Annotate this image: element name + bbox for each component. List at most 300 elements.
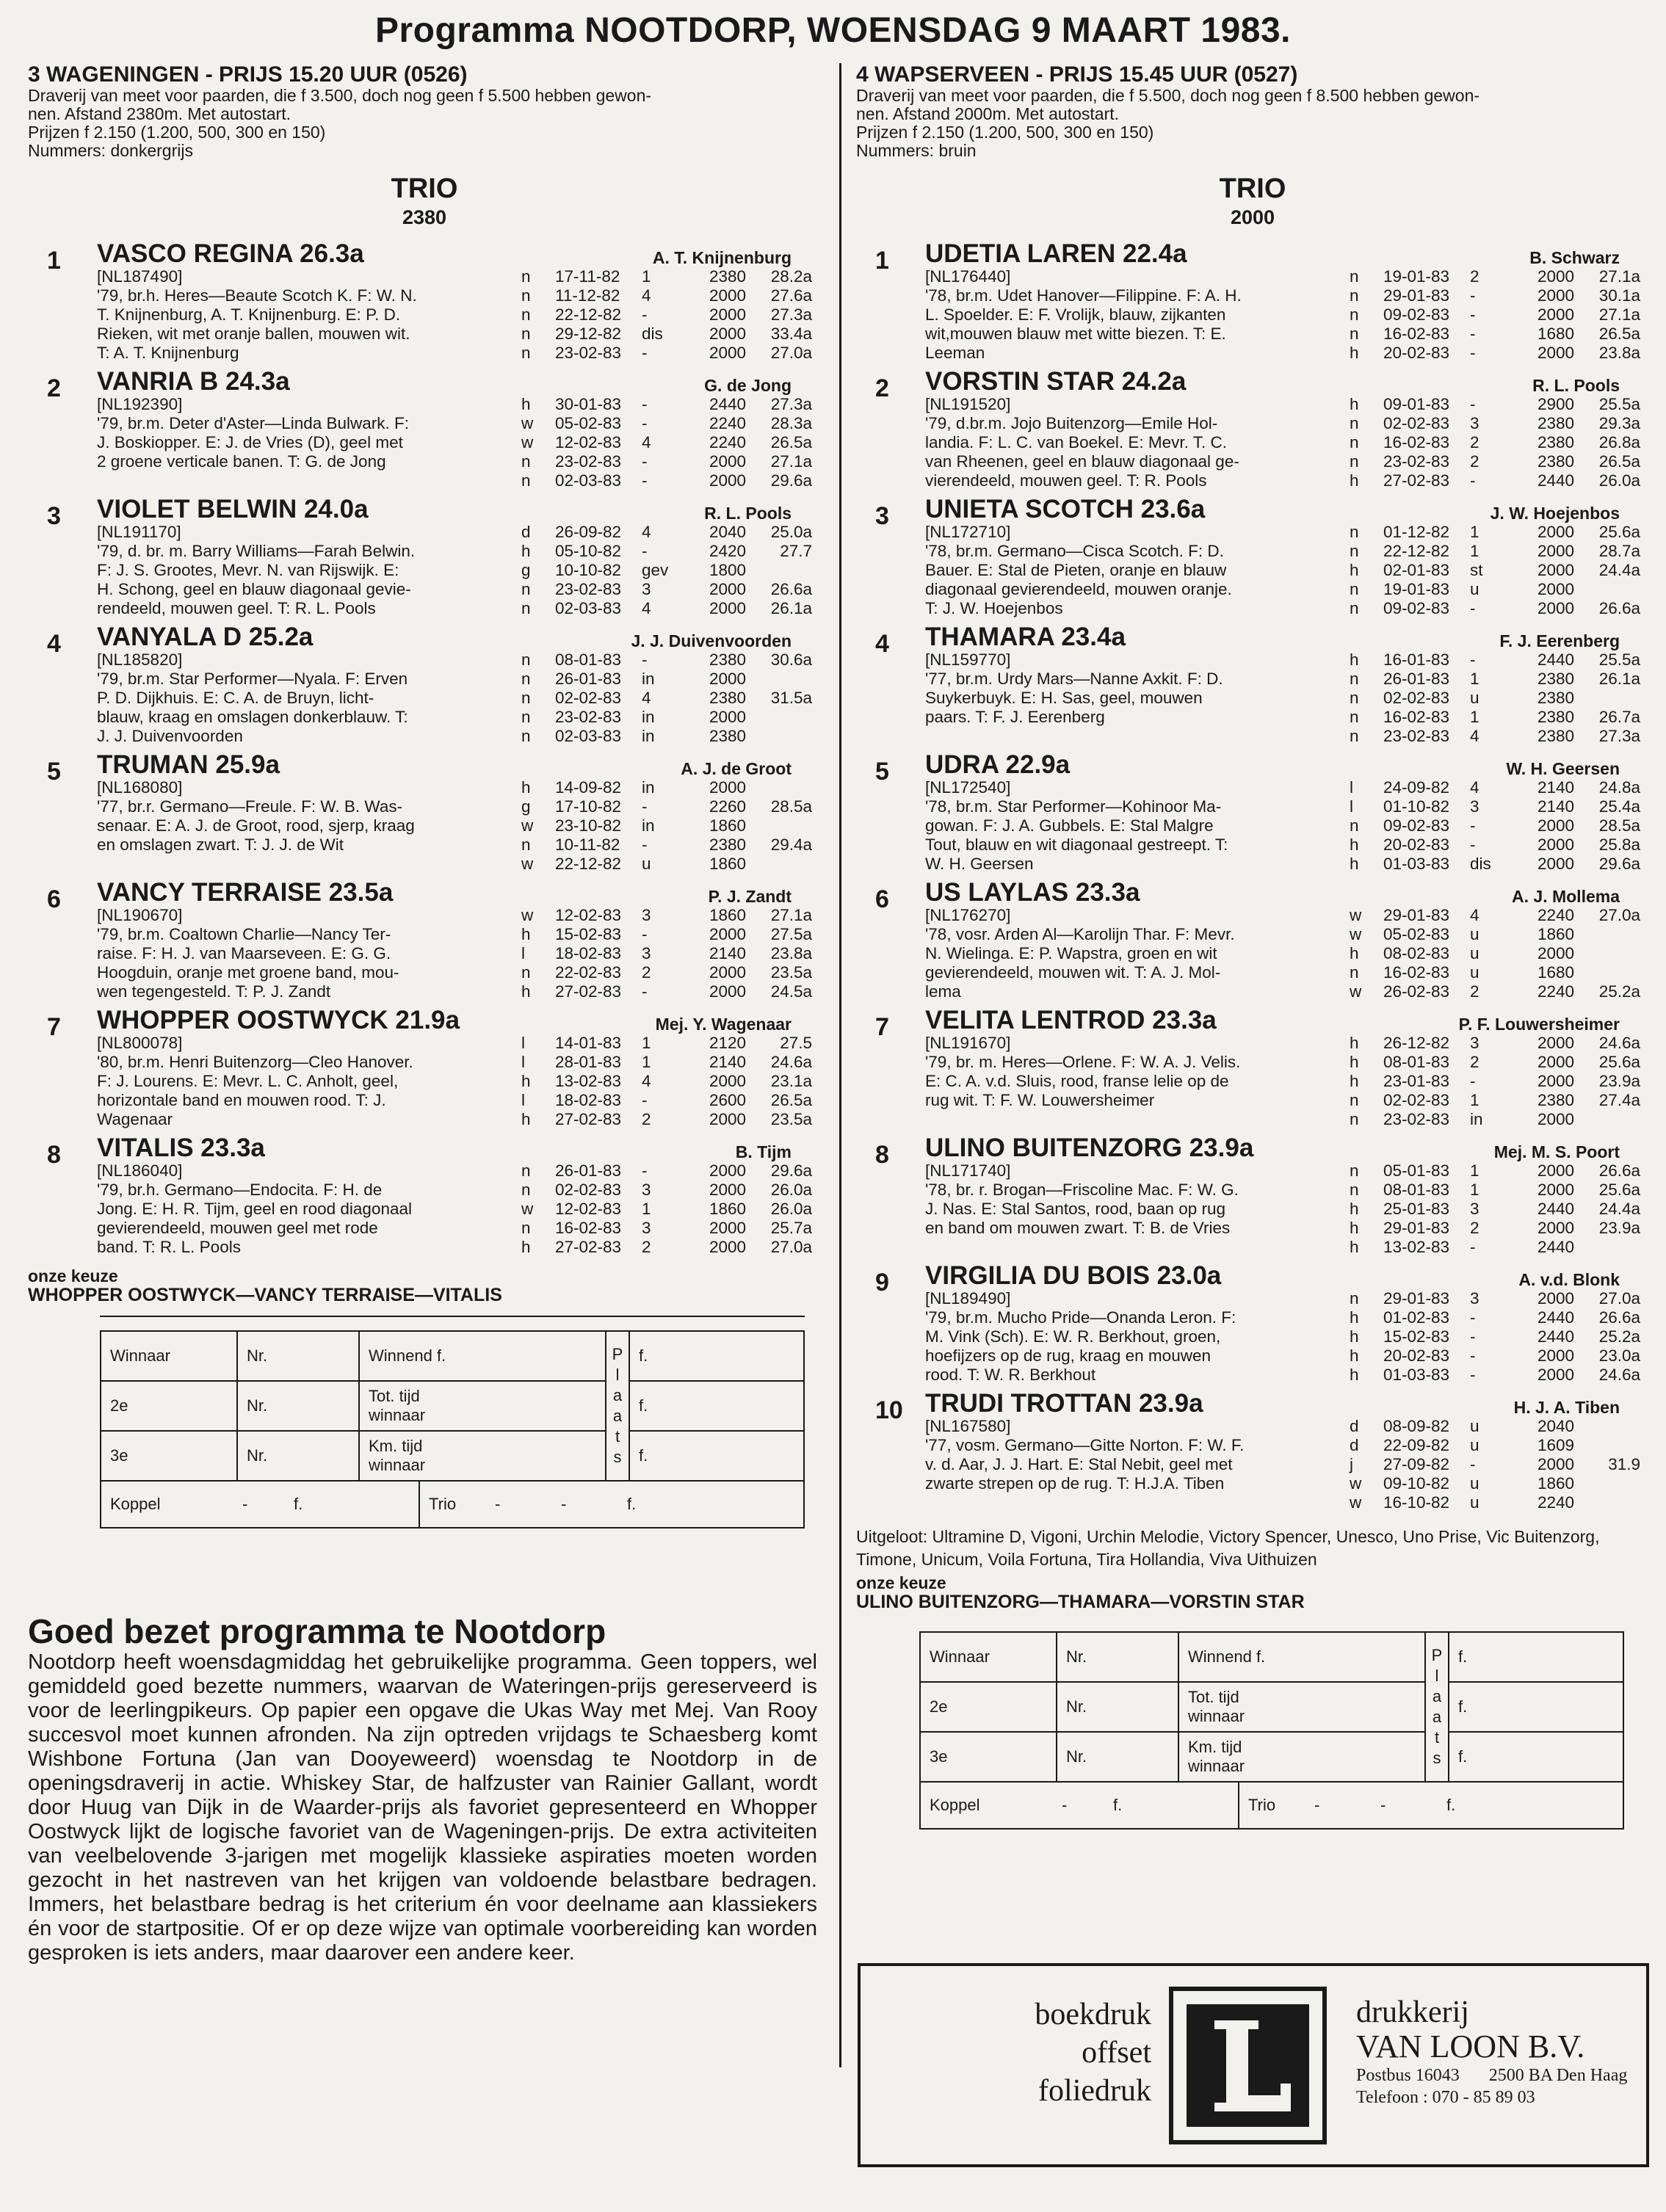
placing: u	[1470, 580, 1480, 598]
placing: 4	[642, 599, 651, 617]
placing: -	[1470, 471, 1476, 490]
pedigree-line: '78, br.m. Germano—Cisca Scotch. F: D.	[925, 542, 1224, 560]
entry-number: 2	[875, 374, 889, 402]
distance: 2000	[709, 1181, 746, 1199]
pedigree-line: F: J. S. Grootes, Mevr. N. van Rijswijk. E:	[97, 561, 399, 579]
track-code: n	[1350, 523, 1359, 541]
pedigree-line: '79, br.m. Star Performer—Nyala. F: Erven	[97, 670, 408, 688]
distance: 2040	[709, 523, 746, 541]
km-time: 24.6a	[1598, 1366, 1640, 1384]
placing: 1	[1470, 1091, 1480, 1109]
pedigree-line: '79, br.h. Germano—Endocita. F: H. de	[97, 1181, 383, 1199]
km-time: 27.0a	[1598, 1289, 1640, 1308]
entry-number: 8	[47, 1141, 61, 1169]
placing: -	[642, 305, 648, 324]
race-date: 27-09-82	[1383, 1455, 1450, 1473]
entry-body	[925, 1007, 1649, 1129]
entry-head	[97, 369, 821, 395]
result-row	[1350, 561, 1640, 580]
f-label: f.	[1113, 1796, 1123, 1814]
race-date: 01-02-83	[1383, 1308, 1450, 1327]
distance: 1860	[709, 906, 746, 924]
placing: 3	[1470, 1034, 1480, 1052]
distance: 2000	[1537, 599, 1574, 617]
distance: 2440	[1537, 471, 1574, 490]
track-code: n	[1350, 414, 1359, 432]
track-code: h	[1350, 1072, 1359, 1090]
placing: -	[1470, 599, 1476, 617]
ad-telefoon: Telefoon : 070 - 85 89 03	[1356, 2088, 1535, 2107]
race-date: 27-02-83	[1383, 471, 1450, 490]
pedigree-line: L. Spoelder. E: F. Vrolijk, blauw, zijkanten	[925, 305, 1226, 324]
pedigree-line: Jong. E: H. R. Tijm, geel en rood diagonaal	[97, 1200, 412, 1218]
distance: 1680	[1537, 963, 1574, 982]
pedigree-line: [NL176440]	[925, 267, 1011, 286]
km-time: 25.0a	[770, 523, 812, 541]
placing: 2	[642, 1110, 651, 1128]
printer-advertisement	[858, 1963, 1649, 2167]
race-4-entries	[856, 241, 1649, 1512]
recent-results	[521, 395, 812, 490]
pedigree-line: T: A. T. Knijnenburg	[97, 344, 239, 362]
entry-head	[97, 624, 821, 650]
race-desc-line: Nummers: bruin	[856, 141, 977, 160]
pedigree-line: [NL187490]	[97, 267, 183, 286]
track-code: h	[1350, 344, 1359, 362]
km-time	[746, 561, 812, 580]
km-time	[1574, 580, 1640, 599]
distance: 2000	[1537, 944, 1574, 962]
entry-number: 5	[875, 758, 889, 786]
f-cell: f.	[1449, 1682, 1623, 1732]
race-entry	[856, 1007, 1649, 1129]
entry-details	[925, 906, 1649, 1001]
result-row	[1350, 1072, 1640, 1091]
entry-body	[925, 624, 1649, 746]
result-row	[521, 433, 812, 452]
horse-name: WHOPPER OOSTWYCK 21.9a	[97, 1006, 460, 1034]
entry-body	[925, 1135, 1649, 1257]
track-code: h	[1350, 1219, 1359, 1237]
koppel-row	[100, 1482, 805, 1529]
distance: 2000	[709, 982, 746, 1001]
placing: in	[1470, 1110, 1483, 1128]
distance: 2380	[1537, 414, 1574, 432]
result-row	[1350, 1110, 1640, 1129]
distance: 2000	[709, 1161, 746, 1180]
distance: 2000	[709, 344, 746, 362]
race-date: 16-02-83	[555, 1219, 622, 1237]
horse-name: VASCO REGINA 26.3a	[97, 239, 364, 268]
distance: 2440	[1537, 1327, 1574, 1346]
horse-pedigree	[925, 395, 1336, 490]
entry-number: 9	[875, 1269, 889, 1297]
placing: st	[1470, 561, 1483, 579]
driver-name: J. J. Duivenvoorden	[631, 631, 792, 650]
placing: 4	[1470, 778, 1480, 797]
distance: 2440	[1537, 650, 1574, 669]
race-date: 22-09-82	[1383, 1436, 1450, 1454]
winnaar-sub: winnaar	[369, 1406, 426, 1424]
article	[28, 1612, 821, 1965]
driver-name: R. L. Pools	[704, 504, 792, 523]
distance: 2000	[1537, 835, 1574, 854]
pedigree-line: P. D. Dijkhuis. E: C. A. de Bruyn, licht-	[97, 689, 374, 707]
pedigree-line: Hoogduin, oranje met groene band, mou-	[97, 963, 399, 982]
entry-body	[97, 369, 821, 490]
entry-body	[925, 1263, 1649, 1385]
result-row	[521, 561, 812, 580]
entry-body	[925, 752, 1649, 874]
track-code: w	[521, 414, 534, 432]
tweede-label: 2e	[101, 1381, 237, 1431]
pedigree-line: vierendeeld, mouwen geel. T: R. Pools	[925, 471, 1207, 490]
entry-details	[925, 778, 1649, 874]
placing: in	[642, 816, 655, 835]
winnaar-sub: winnaar	[1188, 1757, 1245, 1775]
distance: 1860	[709, 855, 746, 873]
km-time: 28.3a	[770, 414, 812, 432]
race-date: 12-02-83	[555, 906, 622, 924]
trio-form	[100, 1330, 805, 1529]
track-code: l	[521, 1034, 525, 1052]
pedigree-line: [NL192390]	[97, 395, 183, 413]
km-time: 25.5a	[1598, 395, 1640, 413]
result-row	[521, 1238, 812, 1257]
recent-results	[1350, 523, 1640, 618]
race-date: 29-12-82	[555, 324, 622, 343]
placing: 3	[642, 944, 651, 962]
km-time: 26.6a	[1598, 1161, 1640, 1180]
placing: 4	[1470, 906, 1480, 924]
distance: 2240	[709, 433, 746, 452]
result-row	[521, 708, 812, 727]
pedigree-line: [NL172710]	[925, 523, 1011, 541]
placing: 2	[1470, 1219, 1480, 1237]
distance: 2240	[709, 414, 746, 432]
entry-number: 2	[47, 374, 61, 402]
pedigree-line: '78, br.m. Star Performer—Kohinoor Ma-	[925, 797, 1222, 816]
entry-body	[925, 1390, 1649, 1512]
horse-pedigree	[925, 267, 1336, 363]
distance: 2000	[709, 925, 746, 943]
horse-pedigree	[97, 267, 508, 363]
horse-pedigree	[925, 650, 1336, 746]
race-4-description	[856, 87, 1642, 160]
track-code: g	[521, 561, 531, 579]
recent-results	[521, 906, 812, 1001]
placing: -	[642, 797, 648, 816]
entry-number: 7	[47, 1013, 61, 1041]
ad-company	[1356, 1995, 1627, 2108]
track-code: h	[1350, 835, 1359, 854]
article-body: Nootdorp heeft woensdagmiddag het gebruikelijke programma. Geen toppers, wel gemiddeld goed bezette nummers, waarvan de Wateringen-prijs gereserveerd is voor de leerlingpikeurs. Op papier een opgave die Ukas Way met Mej. Van Rooy succesvol moet kunnen afronden. Na zijn optreden vrijdags te Schaesberg komt Wishbone Fortuna (Jan van Dooyeweerd) woensdag te Nootdorp in de openingsdraverij in actie. Whiskey Star, de halfzuster van Rainier Gallant, wordt door Huug van Dijk in de Waarder-prijs als favoriet gepresenteerd en Whopper Oostwyck lijkt de logische favoriet van de Wageningen-prijs. De extra activiteiten van veelbelovende 3-jarigen met mogelijk klassieke aspiraties moeten worden gezocht in het nastreven van het krijgen van voldoende belastbare bedragen. Immers, het belastbare bedrag is het criterium én voor deelname aan klassiekers én voor de startpositie. Of er op deze wijze van optimale voorbereiding kan worden gesproken is iets anders, maar daarover een andere keer.	[28, 1650, 817, 1965]
placing: -	[1470, 344, 1476, 362]
distance: 2000	[1537, 1034, 1574, 1052]
placing: 4	[642, 523, 651, 541]
distance: 2380	[1537, 670, 1574, 688]
entry-details	[97, 523, 821, 618]
entry-number: 6	[47, 885, 61, 913]
distance: 1860	[709, 816, 746, 835]
distance: 2440	[1537, 1200, 1574, 1218]
race-entry	[856, 241, 1649, 363]
entry-body	[925, 880, 1649, 1001]
distance: 2000	[709, 452, 746, 471]
race-date: 02-02-83	[1383, 1091, 1450, 1109]
km-time: 26.5a	[770, 433, 812, 452]
race-date: 22-12-82	[1383, 542, 1450, 560]
race-date: 12-02-83	[555, 1200, 622, 1218]
nr-cell: Nr.	[1057, 1632, 1178, 1682]
pedigree-line: [NL191520]	[925, 395, 1011, 413]
result-row	[521, 1091, 812, 1110]
result-row	[1350, 835, 1640, 855]
result-row	[521, 982, 812, 1001]
track-code: n	[521, 1219, 531, 1237]
distance: 2000	[1537, 561, 1574, 579]
distance: 2240	[1537, 982, 1574, 1001]
km-time	[1574, 689, 1640, 708]
race-3-header: 3 WAGENINGEN - PRIJS 15.20 UUR (0526)	[28, 62, 468, 87]
placing: 4	[1470, 727, 1480, 745]
result-row	[1350, 816, 1640, 835]
km-time: 27.6a	[770, 286, 812, 305]
pedigree-line: [NL186040]	[97, 1161, 183, 1180]
distance: 2000	[1537, 855, 1574, 873]
placing: gev	[642, 561, 669, 579]
race-desc-line: Prijzen f 2.150 (1.200, 500, 300 en 150)	[856, 123, 1154, 142]
pedigree-line: T. Knijnenburg, A. T. Knijnenburg. E: P. D.	[97, 305, 401, 324]
race-entry	[28, 496, 821, 618]
result-row	[521, 452, 812, 471]
track-code: w	[521, 433, 534, 452]
km-time: 30.6a	[770, 650, 812, 669]
km-time: 24.4a	[1598, 561, 1640, 579]
entry-head	[925, 1135, 1649, 1161]
placing: 2	[642, 1238, 651, 1256]
race-date: 09-01-83	[1383, 395, 1450, 413]
driver-name: P. J. Zandt	[708, 887, 792, 906]
track-code: w	[1350, 982, 1362, 1001]
result-row	[521, 1072, 812, 1091]
race-date: 25-01-83	[1383, 1200, 1450, 1218]
result-row	[1350, 1238, 1640, 1257]
race-entry	[28, 880, 821, 1001]
km-time: 23.8a	[1598, 344, 1640, 362]
race-4-trio-form	[919, 1631, 1624, 1830]
pedigree-line: v. d. Aar, J. J. Hart. E: Stal Nebit, geel met	[925, 1455, 1233, 1473]
race-date: 23-02-83	[1383, 1110, 1450, 1128]
result-row	[1350, 906, 1640, 925]
distance: 2380	[709, 689, 746, 707]
column-divider	[839, 63, 841, 2067]
horse-pedigree	[97, 1034, 508, 1129]
km-time: 27.1a	[1598, 305, 1640, 324]
pedigree-line: en band om mouwen zwart. T: B. de Vries	[925, 1219, 1231, 1237]
winnend-cell: Winnend f.	[359, 1331, 606, 1381]
entry-body	[97, 1135, 821, 1257]
pedigree-line: gevierendeeld, mouwen geel met rode	[97, 1219, 378, 1237]
entry-details	[97, 1034, 821, 1129]
pedigree-line: [NL171740]	[925, 1161, 1011, 1180]
placing: 1	[642, 1034, 651, 1052]
result-row	[1350, 580, 1640, 599]
race-date: 23-02-83	[555, 344, 622, 362]
ad-service: foliedruk	[1038, 2074, 1151, 2108]
race-entry	[856, 752, 1649, 874]
race-3-trio-form	[100, 1316, 805, 1529]
race-4-keuze	[856, 1574, 1649, 1612]
track-code: h	[1350, 561, 1359, 579]
km-time: 26.0a	[1598, 471, 1640, 490]
entry-head	[925, 241, 1649, 267]
km-time: 27.0a	[770, 344, 812, 362]
km-time: 29.6a	[770, 471, 812, 490]
track-code: n	[521, 689, 531, 707]
entry-number: 4	[47, 630, 61, 658]
placing: -	[1470, 1308, 1476, 1327]
track-code: n	[521, 344, 531, 362]
race-date: 16-02-83	[1383, 433, 1450, 452]
distance: 2000	[709, 778, 746, 797]
km-tijd-label: Km. tijd	[369, 1437, 423, 1455]
result-row	[521, 963, 812, 982]
result-row	[521, 906, 812, 925]
entry-details	[925, 395, 1649, 490]
horse-name: ULINO BUITENZORG 23.9a	[925, 1134, 1254, 1162]
km-time: 24.4a	[1598, 1200, 1640, 1218]
distance: 2140	[709, 944, 746, 962]
race-entry	[28, 624, 821, 746]
track-code: h	[1350, 944, 1359, 962]
km-time: 24.6a	[1598, 1034, 1640, 1052]
race-date: 13-02-83	[555, 1072, 622, 1090]
nr-cell: Nr.	[237, 1431, 359, 1481]
recent-results	[1350, 267, 1640, 363]
race-date: 02-02-83	[555, 1181, 622, 1199]
distance: 2000	[709, 670, 746, 688]
f-cell: f.	[629, 1431, 804, 1481]
km-time: 26.7a	[1598, 708, 1640, 726]
km-time: 27.0a	[1598, 906, 1640, 924]
entry-head	[925, 752, 1649, 778]
pedigree-line: horizontale band en mouwen rood. T: J.	[97, 1091, 386, 1109]
track-code: h	[1350, 395, 1359, 413]
plaats-letter: a	[612, 1386, 623, 1404]
race-date: 09-02-83	[1383, 305, 1450, 324]
entry-number: 3	[47, 502, 61, 530]
km-time: 24.5a	[770, 982, 812, 1001]
distance: 2000	[1537, 523, 1574, 541]
result-row	[1350, 1455, 1640, 1474]
pedigree-line: '77, br.m. Urdy Mars—Nanne Axkit. F: D.	[925, 670, 1223, 688]
placing: 1	[1470, 1181, 1480, 1199]
result-row	[521, 580, 812, 599]
race-date: 27-02-83	[555, 982, 622, 1001]
entry-number: 5	[47, 758, 61, 786]
entry-number: 8	[875, 1141, 889, 1169]
horse-pedigree	[97, 1161, 508, 1257]
entry-head	[925, 624, 1649, 650]
driver-name: Mej. Y. Wagenaar	[655, 1015, 792, 1034]
race-date: 18-02-83	[555, 1091, 622, 1109]
distance: 2380	[1537, 433, 1574, 452]
distance: 2380	[709, 650, 746, 669]
distance: 2000	[1537, 1346, 1574, 1365]
placing: -	[1470, 816, 1476, 835]
distance: 2000	[709, 471, 746, 490]
track-code: n	[1350, 1181, 1359, 1199]
track-code: n	[521, 599, 531, 617]
placing: -	[642, 395, 648, 413]
track-code: h	[521, 925, 531, 943]
placing: 3	[642, 1219, 651, 1237]
placing: u	[1470, 944, 1480, 962]
race-entry	[856, 1135, 1649, 1257]
pedigree-line: [NL172540]	[925, 778, 1011, 797]
distance: 2380	[709, 727, 746, 745]
placing: 1	[1470, 542, 1480, 560]
distance: 2260	[709, 797, 746, 816]
recent-results	[1350, 395, 1640, 490]
placing: 3	[642, 580, 651, 598]
horse-name: UNIETA SCOTCH 23.6a	[925, 495, 1206, 523]
pedigree-line: [NL189490]	[925, 1289, 1011, 1308]
placing: 1	[1470, 1161, 1480, 1180]
km-time: 23.5a	[770, 1110, 812, 1128]
pedigree-line: '78, br.m. Udet Hanover—Filippine. F: A. H.	[925, 286, 1242, 305]
placing: -	[642, 1161, 648, 1180]
result-row	[521, 816, 812, 835]
entry-details	[97, 267, 821, 363]
placing: u	[1470, 1417, 1480, 1435]
track-code: n	[521, 708, 531, 726]
distance: 2000	[1537, 816, 1574, 835]
placing: 1	[642, 1200, 651, 1218]
distance: 2000	[709, 1110, 746, 1128]
entry-body	[97, 496, 821, 618]
tot-tijd-label: Tot. tijd	[1188, 1688, 1239, 1706]
km-time	[746, 727, 812, 746]
result-row	[1350, 1417, 1640, 1436]
distance: 2000	[1537, 1181, 1574, 1199]
km-time: 27.5	[780, 1034, 812, 1052]
race-date: 13-02-83	[1383, 1238, 1450, 1256]
horse-pedigree	[97, 906, 508, 1001]
driver-name: G. de Jong	[704, 376, 792, 395]
pedigree-line: diagonaal gevierendeeld, mouwen oranje.	[925, 580, 1232, 598]
race-date: 29-01-83	[1383, 1219, 1450, 1237]
distance: 2380	[1537, 1091, 1574, 1109]
track-code: h	[521, 1238, 531, 1256]
track-code: n	[521, 267, 531, 286]
recent-results	[521, 523, 812, 618]
recent-results	[521, 650, 812, 746]
race-entry	[856, 369, 1649, 490]
dash: -	[1380, 1796, 1386, 1814]
track-code: n	[1350, 580, 1359, 598]
km-time: 27.0a	[770, 1238, 812, 1256]
horse-name: VORSTIN STAR 24.2a	[925, 367, 1187, 396]
track-code: h	[521, 395, 531, 413]
f-cell: f.	[1449, 1632, 1623, 1682]
horse-name: VIRGILIA DU BOIS 23.0a	[925, 1261, 1222, 1290]
entry-number: 1	[47, 247, 61, 275]
race-4-header: 4 WAPSERVEEN - PRIJS 15.45 UUR (0527)	[856, 62, 1298, 87]
distance: 1800	[709, 561, 746, 579]
placing: dis	[1470, 855, 1491, 873]
